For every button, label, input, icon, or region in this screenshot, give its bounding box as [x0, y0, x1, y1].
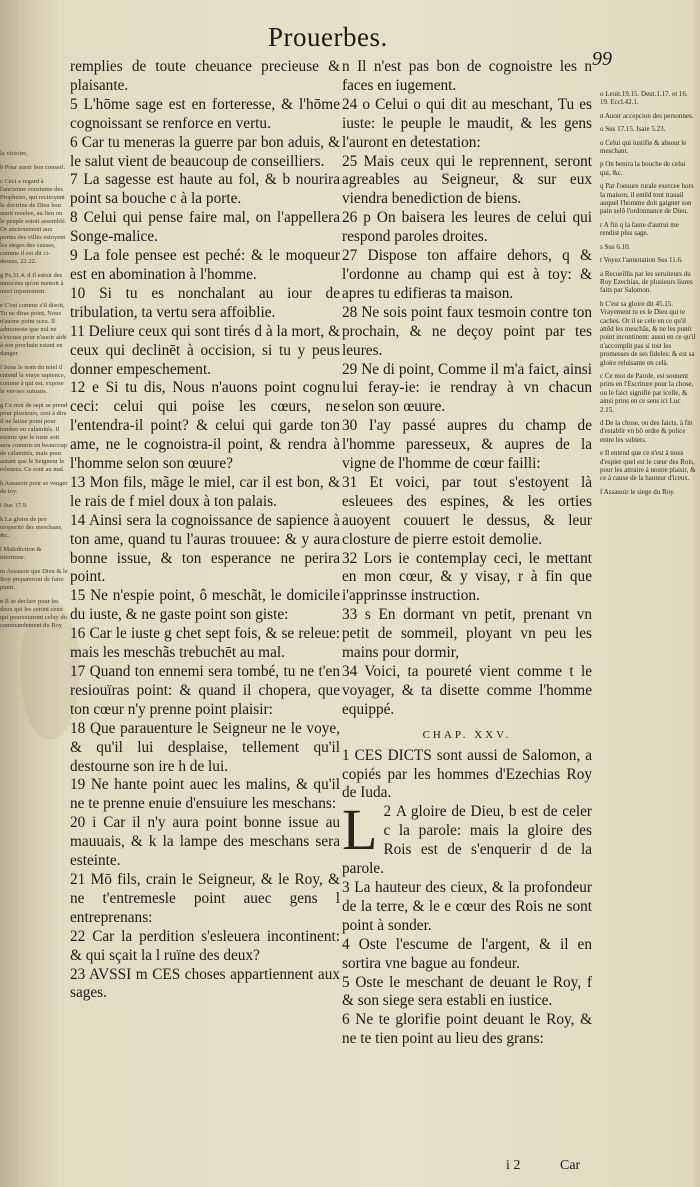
verse-text: Ne hante point auec les malins, & qu'il ne te prenne enuie d'ensuiure les meschans: [70, 776, 340, 813]
verse-text: e Si tu dis, Nous n'auons point cognu ceci: celui qui poise les cœurs, ne l'entendra-il point? & celui qui garde ton ame, ne le cognoistra-il point, & rendra à l'homme selon son œuure? [70, 379, 340, 473]
right-margin-notes [600, 90, 696, 501]
margin-note: o Leuit.19.15. Deut.1.17. et 16. 19. Eccl.42.1. [600, 90, 688, 107]
verse-text: Ne di point, Comme il m'a faict, ainsi lui feray-ie: ie rendray à vn chacun selon son œuure. [342, 360, 593, 416]
margin-note: c Ce mot de Parole, est souuent prins en l'Escriture pour la chose, ou le faict signifié par icelle, & ainsi prins en ce sens ici Luc 2.15. [600, 371, 694, 414]
margin-note: b Pour auoir bon conseil. [0, 164, 66, 171]
verse [342, 209, 592, 247]
margin-note: q Par l'oeuure rurale exercee hors la maison, il entēd tout trauail auquel l'homme doit gaigner son pain selō l'ordonnance de Dieu. [600, 182, 694, 216]
margin-note: e C'est comme s'il disoit, Tu ne diras point, Nous n'auons point sceu. Il admoneste que nul ne s'excuse pour n'auoir aidé à son prochain estant en danger. [0, 302, 67, 357]
verse-text: Deliure ceux qui sont tirés d à la mort, & ceux qui declinēt à occision, si tu y peus donner empeschement. [70, 322, 340, 378]
verse-number: 15 [70, 587, 91, 605]
verse-text: Car la perdition s'esleuera incontinent: & qui sçait la l ruïne des deux? [70, 927, 340, 964]
verse-text: Ne sois point faux tesmoin contre ton prochain, & ne deçoy point par tes leures. [342, 303, 593, 359]
margin-note: i Sus 17.9. [0, 502, 28, 509]
verse [342, 974, 592, 1012]
verse-number: 26 [342, 209, 364, 227]
margin-note: la victoire, [0, 150, 28, 157]
verse-number: 31 [342, 473, 370, 491]
verse-text: Mō fils, crain le Seigneur, & le Roy, & ne t'entremesle point auec gens l entreprenans: [70, 870, 340, 926]
verse-number: 34 [342, 663, 365, 680]
margin-note: o Sus 17.15. Isaie 5.23. [600, 125, 666, 134]
verse [70, 209, 340, 247]
verse [70, 474, 340, 512]
verse-text: AVSSI m CES choses appartiennent aux sages. [70, 965, 340, 1002]
verse-number: 18 [70, 719, 90, 737]
verse [70, 247, 340, 285]
margin-note: o Celui qui iustifie & absout le meschant. [600, 138, 687, 156]
verse-number: 25 [342, 152, 364, 170]
verse [70, 285, 340, 323]
verse-number: 24 [342, 95, 363, 113]
verse-number: 10 [70, 284, 100, 302]
verse-number: 28 [342, 303, 362, 321]
verse [70, 776, 340, 814]
verse-text: p On baisera les leures de celui qui respond paroles droites. [342, 209, 593, 246]
verse-text: Car le iuste g chet sept fois, & se releue: mais les meschãs trebuchēt au mal. [70, 625, 340, 662]
verse [70, 625, 340, 663]
verse [342, 304, 592, 361]
verse [342, 247, 592, 304]
verse [342, 361, 592, 418]
page-number: 99 [592, 48, 612, 70]
verse [342, 606, 592, 663]
verse [70, 587, 340, 625]
verse-text: Quand ton ennemi sera tombé, tu ne t'en resiouïras point: & quand il chopera, que ton cœur n'y prenne point plaisir: [70, 663, 340, 718]
verse-number: 12 [70, 379, 93, 397]
verse-text: La hauteur des cieux, & la profondeur de la terre, & le e cœur des Rois ne sont point à sonder. [342, 878, 592, 934]
verse [70, 58, 340, 96]
verse-text: s En dormant vn petit, prenant vn petit de sommeil, ployant vn peu les mains pour dormir, [342, 606, 593, 662]
verse-text: n Il n'est pas bon de cognoistre les n faces en iugement. [342, 58, 592, 94]
left-margin-notes [0, 150, 68, 1150]
verse [70, 720, 340, 777]
verse-number: 1 [342, 746, 355, 764]
running-title: Prouerbes. [268, 22, 388, 52]
verse-text: Oste le meschant de deuant le Roy, f & son siege sera establi en iustice. [342, 973, 592, 1010]
verse-text: La sagesse est haute au fol, & b nourira point sa bouche c à la porte. [70, 171, 340, 208]
verse-text: Lors ie contemplay ceci, le mettant en mon cœur, & y visay, r à fin que i'apprinsse instruction. [342, 549, 592, 605]
verse-number: 8 [70, 209, 84, 227]
verse-text: La fole pensee est peché: & le moqueur est en abomination à l'homme. [70, 247, 340, 283]
catchword: Car [560, 1158, 581, 1173]
verse-number: 32 [342, 549, 364, 567]
verse [70, 966, 340, 1004]
verse-number: 9 [70, 247, 84, 265]
verse [342, 153, 592, 210]
verse-text: i Car il n'y aura point bonne issue au mauuais, & k la lampe des meschans sera esteinte. [70, 814, 341, 870]
margin-note: h Assauoir pour se venger de toy. [0, 480, 68, 495]
margin-note: r A fin q la faute d'autrui me rendist plus sage. [600, 220, 679, 238]
verse [70, 928, 340, 966]
verse-text: L'hōme sage est en forteresse, & l'hōme cognoissant se renforce en vertu. [70, 95, 340, 132]
margin-note: n Il se declare pour les deux qui les seront ceux qui poursuiuront celuy du commandement du Roy [0, 598, 67, 629]
verse-text: o Celui o qui dit au meschant, Tu es iuste: le peuple le maudit, & les gens l'auront en detestation: [342, 95, 592, 151]
verse-number: 17 [70, 663, 90, 680]
verse [70, 512, 340, 588]
verse-number: 29 [342, 360, 362, 378]
verse-text: Celui qui pense faire mal, on l'appellera Songe-malice. [70, 209, 340, 246]
verse-number: 5 [70, 95, 84, 113]
verse [70, 96, 340, 134]
verse-number: 21 [70, 870, 91, 888]
margin-note: a Recueillis par les seruiteurs du Roy Ezechias, de plusieurs liures faits par Salomon. [600, 269, 693, 295]
verse [342, 1011, 592, 1049]
verse-number: 27 [342, 247, 368, 265]
verse [70, 871, 340, 928]
verse [70, 171, 340, 209]
verse-number: 14 [70, 511, 89, 529]
verse-number: 30 [342, 417, 369, 435]
margin-note: g Ps.31.4. d Il estoit des innocens qu'on mettoit à mort injustement. [0, 272, 64, 295]
verse-number: 6 [70, 133, 82, 151]
verse-text: Oste l'escume de l'argent, & il en sortira vne bague au fondeur. [342, 935, 592, 972]
left-text-column [70, 58, 340, 1003]
verse [70, 663, 340, 720]
verse-text: Voici, ta poureté vient comme t le voyager, & ta disette comme l'homme equippé. [342, 663, 592, 718]
verse-text: Ainsi sera la cognoissance de sapience à ton ame, quand tu l'auras trouuee: & y aura bonne issue, & ton esperance ne perira point. [70, 511, 341, 586]
verse-text: Ne n'espie point, ô meschãt, le domicile du iuste, & ne gaste point son giste: [70, 587, 341, 624]
verse-text: Car tu meneras la guerre par bon aduis, & le salut vient de beaucoup de conseilliers. [70, 133, 340, 170]
verse [342, 663, 592, 720]
verse-text: Mon fils, mãge le miel, car il est bon, & le rais de f miel doux à ton palais. [70, 473, 341, 510]
margin-note: p On benira la bouche de celui qui, &c. [600, 160, 686, 177]
verse-text: Mais ceux qui le reprennent, seront agreables au Seigneur, & sur eux viendra benediction de biens. [342, 152, 592, 208]
verse-number: 33 [342, 606, 365, 624]
verse-number: 22 [70, 927, 93, 945]
verse-text: Dispose ton affaire dehors, q & l'ordonne au champ qui est à toy: & apres tu edifieras ta maison. [342, 247, 593, 302]
verse-text: Que parauenture le Seigneur ne le voye, & qu'il lui desplaise, tellement qu'il destourne son ire h de lui. [70, 719, 340, 775]
verse [70, 814, 340, 871]
verse [70, 379, 340, 474]
verse-text: A gloire de Dieu, b est de celer c la parole: mais la gloire des Rois est de s'enquerir d de la parole. [342, 803, 592, 878]
verse [70, 323, 340, 380]
verse-number: 19 [70, 776, 91, 794]
verse [342, 797, 592, 879]
verse [342, 550, 592, 607]
margin-note: t Voyez l'annotation Sus 11.6. [600, 256, 683, 265]
margin-note: c Ceci a regard à l'ancienne coustume des Prophetes, qui recitoyent la doctrine de Dieu leur auoit reuelee, au lieu ou le peuple estoit assemblé. Or ancienement aux portes des villes estoyent les sieges des causes, comme il est dit ci-dessus, 22.22. [0, 178, 67, 265]
margin-note: f Assauoir le siege du Roy. [600, 487, 675, 496]
verse-text: I'ay passé aupres du champ de l'homme paresseux, & aupres de la vigne de l'homme de cœur failli: [342, 417, 592, 473]
right-text-column [342, 58, 592, 1049]
verse [342, 747, 592, 804]
verse [342, 58, 592, 96]
verse [342, 96, 592, 153]
verse-number: 5 [342, 973, 356, 991]
verse-text: Ne te glorifie point deuant le Roy, & ne te tien point au lieu des grans: [342, 1011, 592, 1048]
verse-text: Et voici, par tout s'estoyent là esleuees des espines, & les orties auoyent couuert le dessus, & leur closture de pierre estoit demolie. [342, 473, 592, 548]
verse [70, 134, 340, 172]
verse-number: 13 [70, 473, 90, 491]
verse [342, 417, 592, 474]
chapter-heading: CHAP. XXV. [422, 728, 512, 741]
verse-text: CES DICTS sont aussi de Salomon, a copiés par les hommes d'Ezechias Roy de Iuda. [342, 746, 592, 802]
verse-number: 7 [70, 171, 84, 189]
verse-number: 20 [70, 814, 93, 832]
verse-text: remplies de toute cheuance precieuse & plaisante. [70, 58, 340, 94]
margin-note: s Sus 6.10. [600, 242, 631, 251]
margin-note: f Sous le nom du miel il entend la vraye sapience, comme à qui est, expose le ver-ses suiuans. [0, 364, 66, 395]
margin-note: m Assauoir que Dieu & le Roy prepareront de faire punir. [0, 568, 68, 591]
margin-note: d De la chose, ou des faicts, à fin d'establir vn bō ordre & police entre les subiets. [600, 419, 693, 444]
margin-note: b C'est sa gloire dit 45.15. Vrayement tu es le Dieu qui te caches. Or il se cele en ce qu'il attēd les meschās, & ne les punit point incontinent: aussi en ce qu'il n'accomplit pas si tost les promesses de ses fideles: & est sa gloire reluisante en celà. [600, 299, 696, 367]
margin-note: e Il entend que ce n'est à nous d'espier quel est le cœur des Rois, pour les attraire à nostre plaisir, & ce à cause de la hauteur d'iceux. [600, 449, 696, 483]
drop-cap: L [342, 797, 378, 863]
margin-note: g Ce mot de sept se prend pour plusieurs, cest à dire il ne laisse point pour tomber en calamités. Il estime que le iuste soit sera commis en beaucoup de calamités, mais pour autant que le Seigneur le releuera. Ce sont au mal. [0, 402, 68, 473]
verse-number: 6 [342, 1011, 356, 1029]
verse [342, 474, 592, 550]
verse-number: 4 [342, 935, 359, 953]
verse-number: 23 [70, 965, 89, 983]
signature-mark: i 2 [506, 1158, 521, 1173]
margin-note: l Malediction & infortune. [0, 546, 42, 561]
verse-number: 2 [383, 803, 396, 821]
verse-number: 3 [342, 878, 355, 896]
margin-note: k La gloire de pro uosperité des meschans, &c. [0, 516, 63, 539]
verse [342, 936, 592, 974]
verse-text: Si tu es nonchalant au iour de tribulation, ta vertu sera affoiblie. [70, 284, 340, 321]
verse-number: 11 [70, 322, 89, 340]
verse [342, 879, 592, 936]
margin-note: n Auoir accepcion des personnes. [600, 111, 694, 120]
verse-number: 16 [70, 625, 90, 643]
